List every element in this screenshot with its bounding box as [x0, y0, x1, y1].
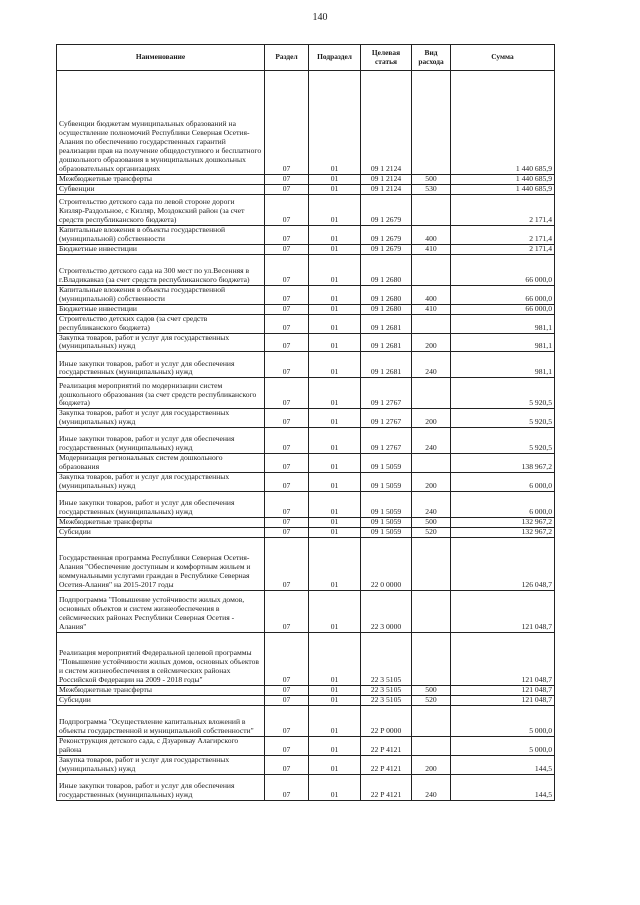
- row-name: Модернизация региональных систем дошкольного образования: [57, 454, 265, 473]
- row-name: Межбюджетные трансферты: [57, 518, 265, 528]
- row-expense-type: [412, 591, 451, 633]
- row-target-article: 09 1 2679: [361, 225, 412, 244]
- table-row: [57, 696, 555, 706]
- row-target-article: 09 1 2681: [361, 352, 412, 378]
- row-expense-type: [412, 254, 451, 285]
- row-name: Субвенции: [57, 184, 265, 194]
- header-subsection: Подраздел: [309, 45, 361, 71]
- row-target-article: 09 1 2679: [361, 244, 412, 254]
- row-target-article: 09 1 5059: [361, 454, 412, 473]
- row-name: Строительство детских садов (за счет средств республиканского бюджета): [57, 314, 265, 333]
- row-expense-type: [412, 314, 451, 333]
- row-subsection: 01: [309, 409, 361, 428]
- row-section: 07: [265, 755, 309, 774]
- row-subsection: 01: [309, 378, 361, 409]
- row-expense-type: 410: [412, 304, 451, 314]
- table-row: [57, 705, 555, 736]
- row-section: 07: [265, 591, 309, 633]
- row-name: Реализация мероприятий по модернизации систем дошкольного образования (за счет средств республиканского бюджета): [57, 378, 265, 409]
- row-expense-type: 520: [412, 696, 451, 706]
- table-row: [57, 285, 555, 304]
- row-target-article: 09 1 2679: [361, 194, 412, 225]
- row-expense-type: 500: [412, 175, 451, 185]
- table-row: [57, 184, 555, 194]
- row-section: 07: [265, 454, 309, 473]
- row-subsection: 01: [309, 492, 361, 518]
- row-target-article: 22 3 5105: [361, 696, 412, 706]
- row-subsection: 01: [309, 518, 361, 528]
- row-expense-type: 240: [412, 352, 451, 378]
- row-subsection: 01: [309, 304, 361, 314]
- row-section: 07: [265, 175, 309, 185]
- row-target-article: 09 1 5059: [361, 473, 412, 492]
- table-row: [57, 473, 555, 492]
- row-subsection: 01: [309, 333, 361, 352]
- row-section: 07: [265, 314, 309, 333]
- row-name: Строительство детского сада по левой стороне дороги Кизляр-Раздольное, с Кизляр, Моздокский район (за счет средств республиканского бюджета): [57, 194, 265, 225]
- row-expense-type: 200: [412, 333, 451, 352]
- row-sum: 121 048,7: [451, 686, 555, 696]
- row-subsection: 01: [309, 591, 361, 633]
- table-row: [57, 378, 555, 409]
- row-target-article: 22 P 4121: [361, 755, 412, 774]
- table-row: [57, 333, 555, 352]
- row-subsection: 01: [309, 696, 361, 706]
- row-target-article: 09 1 2124: [361, 71, 412, 175]
- row-sum: 1 440 685,9: [451, 184, 555, 194]
- row-target-article: 09 1 2124: [361, 175, 412, 185]
- row-name: Бюджетные инвестиции: [57, 244, 265, 254]
- row-name: Межбюджетные трансферты: [57, 175, 265, 185]
- row-subsection: 01: [309, 184, 361, 194]
- row-expense-type: 500: [412, 518, 451, 528]
- row-target-article: 22 3 0000: [361, 591, 412, 633]
- row-section: 07: [265, 705, 309, 736]
- row-target-article: 09 1 2681: [361, 314, 412, 333]
- row-sum: 66 000,0: [451, 285, 555, 304]
- row-expense-type: [412, 633, 451, 686]
- row-subsection: 01: [309, 705, 361, 736]
- row-subsection: 01: [309, 428, 361, 454]
- row-subsection: 01: [309, 528, 361, 538]
- row-subsection: 01: [309, 285, 361, 304]
- row-name: Реализация мероприятий Федеральной целевой программы "Повышение устойчивости жилых домов, основных объектов и систем жизнеобеспечения в сейсмических районах Российской Федерации на 2009 - 2018 годы": [57, 633, 265, 686]
- row-section: 07: [265, 194, 309, 225]
- row-sum: 981,1: [451, 352, 555, 378]
- row-target-article: 22 3 5105: [361, 686, 412, 696]
- row-subsection: 01: [309, 686, 361, 696]
- row-target-article: 09 1 5059: [361, 492, 412, 518]
- row-subsection: 01: [309, 71, 361, 175]
- row-expense-type: 410: [412, 244, 451, 254]
- row-expense-type: [412, 705, 451, 736]
- row-name: Строительство детского сада на 300 мест по ул.Весенняя в г.Владикавказ (за счет средств республиканского бюджета): [57, 254, 265, 285]
- row-subsection: 01: [309, 633, 361, 686]
- header-target-article: Целевая статья: [361, 45, 412, 71]
- row-expense-type: 400: [412, 285, 451, 304]
- row-name: Иные закупки товаров, работ и услуг для обеспечения государственных (муниципальных) нужд: [57, 352, 265, 378]
- page-number: 140: [312, 12, 328, 23]
- row-name: Субвенции бюджетам муниципальных образований на осуществление полномочий Республики Северная Осетия-Алания по обеспечению государственных гарантий реализации прав на получение общедоступного и бесплатного дошкольного образования в муниципальных дошкольных образовательных организациях: [57, 71, 265, 175]
- row-subsection: 01: [309, 352, 361, 378]
- row-name: Иные закупки товаров, работ и услуг для обеспечения государственных (муниципальных) нужд: [57, 492, 265, 518]
- row-sum: 2 171,4: [451, 244, 555, 254]
- row-sum: 121 048,7: [451, 591, 555, 633]
- row-section: 07: [265, 225, 309, 244]
- row-target-article: 09 1 5059: [361, 518, 412, 528]
- table-row: [57, 314, 555, 333]
- row-section: 07: [265, 473, 309, 492]
- row-expense-type: 240: [412, 428, 451, 454]
- row-target-article: 09 1 2680: [361, 285, 412, 304]
- table-row: [57, 454, 555, 473]
- row-section: 07: [265, 352, 309, 378]
- row-expense-type: [412, 71, 451, 175]
- row-name: Реконструкция детского сада, с Дзуарикау Алагирского района: [57, 736, 265, 755]
- row-sum: 5 000,0: [451, 705, 555, 736]
- row-section: 07: [265, 528, 309, 538]
- row-name: Закупка товаров, работ и услуг для государственных (муниципальных) нужд: [57, 755, 265, 774]
- row-subsection: 01: [309, 194, 361, 225]
- row-section: 07: [265, 254, 309, 285]
- row-sum: 2 171,4: [451, 225, 555, 244]
- row-sum: 5 920,5: [451, 378, 555, 409]
- row-subsection: 01: [309, 454, 361, 473]
- row-name: Иные закупки товаров, работ и услуг для обеспечения государственных (муниципальных) нужд: [57, 428, 265, 454]
- row-name: Капитальные вложения в объекты государственной (муниципальной) собственности: [57, 285, 265, 304]
- row-expense-type: [412, 378, 451, 409]
- row-name: Подпрограмма "Осуществление капитальных вложений в объекты государственной и муниципальной собственности": [57, 705, 265, 736]
- row-name: Субсидии: [57, 528, 265, 538]
- row-sum: 132 967,2: [451, 528, 555, 538]
- row-sum: 1 440 685,9: [451, 71, 555, 175]
- table-row: [57, 755, 555, 774]
- row-section: 07: [265, 304, 309, 314]
- row-section: 07: [265, 428, 309, 454]
- table-row: [57, 409, 555, 428]
- row-sum: 5 920,5: [451, 409, 555, 428]
- row-sum: 981,1: [451, 333, 555, 352]
- row-section: 07: [265, 184, 309, 194]
- table-row: [57, 686, 555, 696]
- row-sum: 121 048,7: [451, 696, 555, 706]
- row-sum: 66 000,0: [451, 304, 555, 314]
- row-section: 07: [265, 492, 309, 518]
- row-target-article: 09 1 2681: [361, 333, 412, 352]
- row-sum: 138 967,2: [451, 454, 555, 473]
- row-subsection: 01: [309, 755, 361, 774]
- row-expense-type: [412, 194, 451, 225]
- budget-table: [56, 44, 555, 801]
- row-name: Государственная программа Республики Северная Осетия-Алания "Обеспечение доступным и комфортным жильем и коммунальными услугами граждан в Республике Северная Осетия-Алания" на 2015-2017 годы: [57, 538, 265, 591]
- row-target-article: 09 1 2680: [361, 254, 412, 285]
- table-row: [57, 428, 555, 454]
- header-section: Раздел: [265, 45, 309, 71]
- row-expense-type: 500: [412, 686, 451, 696]
- table-row: [57, 538, 555, 591]
- row-name: Закупка товаров, работ и услуг для государственных (муниципальных) нужд: [57, 473, 265, 492]
- row-section: 07: [265, 409, 309, 428]
- row-name: Закупка товаров, работ и услуг для государственных (муниципальных) нужд: [57, 409, 265, 428]
- row-name: Капитальные вложения в объекты государственной (муниципальной) собственности: [57, 225, 265, 244]
- table-row: [57, 528, 555, 538]
- row-name: Межбюджетные трансферты: [57, 686, 265, 696]
- row-subsection: 01: [309, 538, 361, 591]
- row-target-article: 22 P 4121: [361, 736, 412, 755]
- row-subsection: 01: [309, 314, 361, 333]
- row-expense-type: 240: [412, 492, 451, 518]
- row-target-article: 09 1 2680: [361, 304, 412, 314]
- row-section: 07: [265, 333, 309, 352]
- table-row: [57, 633, 555, 686]
- row-subsection: 01: [309, 254, 361, 285]
- row-section: 07: [265, 71, 309, 175]
- table-row: [57, 492, 555, 518]
- row-expense-type: 520: [412, 528, 451, 538]
- header-expense-type: Вид расхода: [412, 45, 451, 71]
- row-section: 07: [265, 736, 309, 755]
- table-row: [57, 71, 555, 175]
- row-sum: 2 171,4: [451, 194, 555, 225]
- row-name: Закупка товаров, работ и услуг для государственных (муниципальных) нужд: [57, 333, 265, 352]
- row-section: 07: [265, 538, 309, 591]
- table-row: [57, 194, 555, 225]
- row-sum: 1 440 685,9: [451, 175, 555, 185]
- row-expense-type: 530: [412, 184, 451, 194]
- table-row: [57, 736, 555, 755]
- table-row: [57, 225, 555, 244]
- row-target-article: 09 1 5059: [361, 528, 412, 538]
- table-row: [57, 254, 555, 285]
- row-sum: 6 000,0: [451, 492, 555, 518]
- row-expense-type: 200: [412, 473, 451, 492]
- row-target-article: 22 P 0000: [361, 705, 412, 736]
- row-sum: 126 048,7: [451, 538, 555, 591]
- table-row: [57, 352, 555, 378]
- row-subsection: 01: [309, 473, 361, 492]
- header-sum: Сумма: [451, 45, 555, 71]
- row-section: 07: [265, 518, 309, 528]
- table-body: [57, 71, 555, 801]
- row-target-article: 22 0 0000: [361, 538, 412, 591]
- row-sum: 6 000,0: [451, 473, 555, 492]
- row-sum: 5 920,5: [451, 428, 555, 454]
- table-row: [57, 244, 555, 254]
- row-section: 07: [265, 774, 309, 800]
- row-sum: 144,5: [451, 755, 555, 774]
- row-expense-type: 200: [412, 755, 451, 774]
- row-target-article: 09 1 2124: [361, 184, 412, 194]
- row-subsection: 01: [309, 736, 361, 755]
- row-subsection: 01: [309, 225, 361, 244]
- row-subsection: 01: [309, 175, 361, 185]
- row-target-article: 22 P 4121: [361, 774, 412, 800]
- row-section: 07: [265, 633, 309, 686]
- row-sum: 121 048,7: [451, 633, 555, 686]
- row-subsection: 01: [309, 244, 361, 254]
- row-section: 07: [265, 285, 309, 304]
- row-sum: 144,5: [451, 774, 555, 800]
- row-expense-type: 240: [412, 774, 451, 800]
- row-name: Субсидии: [57, 696, 265, 706]
- row-expense-type: 400: [412, 225, 451, 244]
- row-name: Подпрограмма "Повышение устойчивости жилых домов, основных объектов и систем жизнеобеспечения в сейсмических районах Республики Северная Осетия - Алания": [57, 591, 265, 633]
- row-target-article: 22 3 5105: [361, 633, 412, 686]
- row-target-article: 09 1 2767: [361, 428, 412, 454]
- row-expense-type: 200: [412, 409, 451, 428]
- row-target-article: 09 1 2767: [361, 409, 412, 428]
- row-name: Иные закупки товаров, работ и услуг для обеспечения государственных (муниципальных) нужд: [57, 774, 265, 800]
- row-sum: 5 000,0: [451, 736, 555, 755]
- row-section: 07: [265, 244, 309, 254]
- row-target-article: 09 1 2767: [361, 378, 412, 409]
- row-sum: 132 967,2: [451, 518, 555, 528]
- row-section: 07: [265, 686, 309, 696]
- row-section: 07: [265, 696, 309, 706]
- row-subsection: 01: [309, 774, 361, 800]
- row-sum: 66 000,0: [451, 254, 555, 285]
- row-name: Бюджетные инвестиции: [57, 304, 265, 314]
- table-header-row: [57, 45, 555, 71]
- row-sum: 981,1: [451, 314, 555, 333]
- row-expense-type: [412, 538, 451, 591]
- row-expense-type: [412, 736, 451, 755]
- table-row: [57, 591, 555, 633]
- header-name: Наименование: [57, 45, 265, 71]
- row-expense-type: [412, 454, 451, 473]
- row-section: 07: [265, 378, 309, 409]
- table-row: [57, 774, 555, 800]
- table-row: [57, 518, 555, 528]
- table-row: [57, 304, 555, 314]
- table-row: [57, 175, 555, 185]
